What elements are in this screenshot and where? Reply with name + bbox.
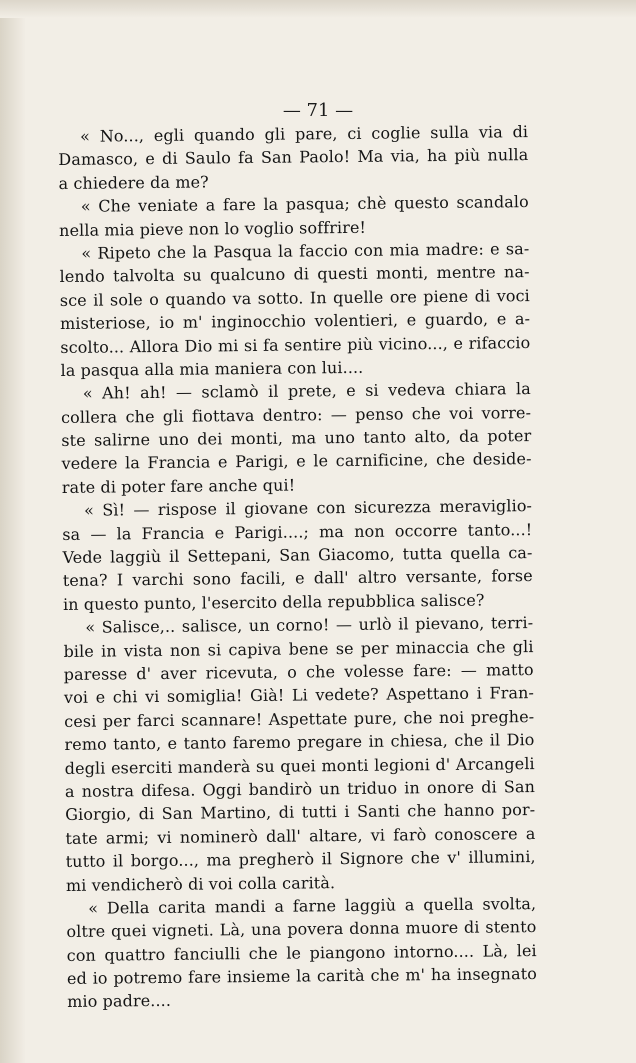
- text-line: « Della carita mandi a farne laggiù a quella svolta,: [88, 893, 537, 918]
- text-line: lendo talvolta su qualcuno di questi monti, mentre na-: [59, 262, 530, 287]
- text-line: bile in vista non si capiva bene se per minaccia che gli: [63, 636, 534, 661]
- text-line: sce il sole o quando va sotto. In quelle ore piene di voci: [59, 285, 530, 310]
- text-line: Damasco, e di Saulo fa San Paolo! Ma via, ha più nulla: [58, 145, 529, 170]
- page-top-shadow: [0, 0, 636, 18]
- text-line: Giorgio, di San Martino, di tutti i Santi che hanno por-: [65, 800, 536, 825]
- text-line: rate di poter fare anche qui!: [61, 475, 296, 497]
- text-line: vedere la Francia e Parigi, e le carnificine, che deside-: [61, 449, 532, 474]
- text-line: cesi per farci scannare! Aspettate pure, che noi preghe-: [64, 706, 535, 731]
- text-line: sa — la Francia e Parigi....; ma non occorre tanto...!: [62, 519, 533, 544]
- text-line: voi e chi vi somiglia! Già! Li vedete? Aspettano i Fran-: [63, 683, 535, 708]
- text-line: a chiedere da me?: [58, 172, 209, 193]
- text-line: « No..., egli quando gli pare, ci coglie sulla via di: [80, 122, 529, 146]
- text-line: mi vendicherò di voi colla carità.: [65, 872, 336, 895]
- text-line: « Ripeto che la Pasqua la faccio con mia madre: e sa-: [81, 239, 530, 263]
- page-binding-shadow: [0, 0, 26, 1063]
- page-number: — 71 —: [282, 100, 354, 121]
- text-line: tena? I varchi sono facili, e dall' altro versante, forse: [62, 566, 533, 591]
- body-text: [58, 120, 537, 1014]
- text-line: a nostra difesa. Oggi bandirò un triduo in onore di San: [64, 776, 536, 801]
- text-line: ste salirne uno dei monti, ma uno tanto alto, da poter: [61, 426, 532, 451]
- text-line: remo tanto, e tanto faremo pregare in chiesa, che il Dio: [64, 730, 535, 755]
- text-line: « Che veniate a fare la pasqua; chè questo scandalo: [80, 192, 529, 216]
- text-line: scolto... Allora Dio mi si fa sentire più vicino..., e rifaccio: [60, 332, 531, 357]
- text-line: « Sì! — rispose il giovane con sicurezza meraviglio-: [83, 496, 533, 520]
- text-line: in questo punto, l'esercito della repubblica salisce?: [62, 590, 485, 614]
- text-line: ed io potremo fare insieme la carità che m' ha insegnato: [66, 964, 538, 989]
- text-line: degli eserciti manderà su quei monti legioni d' Arcangeli: [64, 753, 535, 778]
- text-line: tate armi; vi nominerò dall' altare, vi farò conoscere a: [65, 823, 536, 848]
- text-line: misteriose, io m' inginocchio volentieri, e guardo, e a-: [59, 309, 531, 334]
- text-line: Vede laggiù il Settepani, San Giacomo, tutta quella ca-: [62, 543, 533, 568]
- text-line: oltre quei vigneti. Là, una povera donna muore di stento: [66, 917, 537, 942]
- text-line: nella mia pieve non lo voglio soffrire!: [59, 217, 367, 240]
- text-line: mio padre....: [67, 991, 172, 1012]
- text-line: « Ah! ah! — sclamò il prete, e si vedeva chiara la: [82, 379, 531, 404]
- text-line: tutto il borgo..., ma pregherò il Signore che v' illumini,: [65, 847, 536, 872]
- text-line: con quattro fanciulli che le piangono intorno.... Là, lei: [66, 940, 537, 965]
- text-line: collera che gli fiottava dentro: — penso che voi vorre-: [60, 402, 532, 427]
- text-line: la pasqua alla mia maniera con lui....: [60, 357, 364, 380]
- text-line: paresse d' aver ricevuta, o che volesse fare: — matto: [63, 660, 534, 684]
- text-line: « Salisce,.. salisce, un corno! — urlò il pievano, terri-: [85, 613, 534, 637]
